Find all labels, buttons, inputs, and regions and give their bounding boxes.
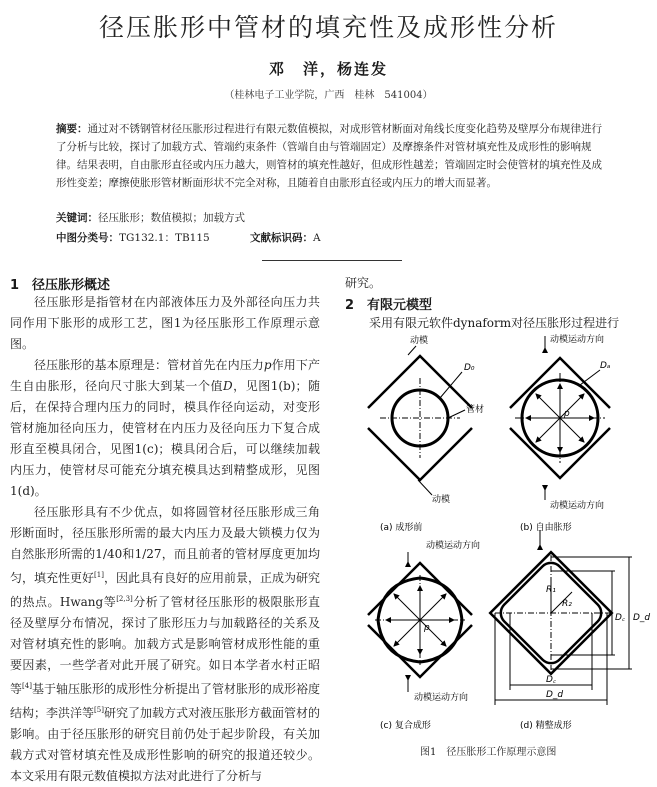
section1-body (10, 292, 320, 787)
abstract-label: 摘要： (56, 123, 88, 135)
figure-1-diagram (350, 330, 657, 767)
citation[interactable]: [5] (94, 706, 104, 714)
classification-label: 中图分类号： (56, 232, 119, 244)
citation[interactable]: [1] (94, 571, 104, 579)
keywords-label: 关键词： (56, 212, 98, 224)
tube-label: 管材 (466, 405, 485, 415)
R2-label: R₂ (562, 599, 572, 609)
paragraph: 径压胀形具有不少优点，如将圆管材径压胀形成三角形断面时，径压胀形所需的最大内压力及最大锁模力仅为自然胀形所需的1/40和1/27，而且前者的管材厚度更加均匀，填充性更好[1]，因此具有良好的应用前景，正成为研究的热点。Hwang等[2,3]分析了管材径压胀形的极限胀形直径及壁厚分布情况，探讨了胀形压力与加载路径的关系及对管材填充性的影响。加载方式是影响管材成形性能的重要因素，一些学者对此开展了研究。如日本学者水村正昭等[4]基于轴压胀形的成形性分析提出了管材胀形的成形裕度结构；李洪洋等[5]研究了加载方式对液压胀形方截面管材的影响。由于径压胀形的研究目前仍处于起步阶段，有关加载方式对管材填充性及成形性影响的研究的报道还较少。本文采用有限元数值模拟方法对此进行了分析与 (10, 505, 320, 783)
die-label-a-top: 动模 (410, 336, 429, 346)
paragraph: 径压胀形的基本原理是：管材首先在内压力p作用下产生自由胀形，径向尺寸胀大到某一个值D，见图1(b)；随后，在保持合理内压力的同时，模具作径向运动，对变形管材施加径向压力，使管材在内压力及径向压力下复合成形直至模具闭合，见图1(c)；模具闭合后，可以继续加载内压力，使管材尽可能充分填充模具达到精整成形，见图1(d)。 (10, 358, 320, 498)
R1-label: R₁ (546, 585, 556, 595)
document-id (250, 230, 321, 245)
keywords-text: 径压胀形；数值模拟；加载方式 (98, 212, 245, 224)
caption-b: (b) 自由胀形 (520, 523, 572, 533)
p-label-b: p (564, 409, 570, 419)
citation[interactable]: [2,3] (116, 595, 133, 603)
docid-label: 文献标识码： (250, 232, 313, 244)
docid-text: A (313, 232, 321, 244)
classification-text: TG132.1：TB115 (119, 232, 210, 244)
motion-label-c-top: 动模运动方向 (426, 541, 481, 551)
panel-b (510, 336, 610, 500)
authors: 邓 洋，杨连发 (268, 60, 388, 78)
Da-label: Dₐ (600, 361, 611, 371)
section2-body: 采用有限元软件dynaform对径压胀形过程进行 (369, 316, 620, 330)
divider (262, 260, 402, 261)
motion-label-b-bottom: 动模运动方向 (550, 501, 605, 511)
figure-caption: 图1 径压胀形工作原理示意图 (420, 747, 557, 758)
motion-label-b-top: 动模运动方向 (550, 335, 605, 345)
motion-label-c-bottom: 动模运动方向 (414, 693, 469, 703)
caption-d: (d) 精整成形 (520, 721, 572, 731)
D0-label: D₀ (464, 363, 475, 373)
affiliation: （桂林电子工业学院，广西 桂林 541004） (224, 90, 433, 101)
abstract (56, 120, 606, 192)
p-label-c: p (424, 623, 430, 633)
paper-title: 径压胀形中管材的填充性及成形性分析 (98, 13, 558, 42)
citation[interactable]: [4] (22, 682, 32, 690)
panel-d (490, 530, 632, 705)
classification (56, 230, 210, 245)
section2-heading: 2 有限元模型 (345, 298, 433, 313)
panel-c (368, 552, 472, 692)
continued-text: 研究。 (345, 276, 382, 290)
abstract-text: 通过对不锈钢管材径压胀形过程进行有限元数值模拟，对成形管材断面对角线长度变化趋势及壁厚分布规律进行了分析与比较，探讨了加载方式、管端约束条件（管端自由与管端固定）及摩擦条件对管材填充性及成形性的影响规律。结果表明，自由胀形直径或内压力越大，则管材的填充性越好，但成形性越差；管端固定时会使管材的填充性及成形性变差；摩擦使胀形管材断面形状不完全对称，且随着自由胀形直径或内压力的增大而显著。 (56, 123, 602, 189)
section1-heading: 1 径压胀形概述 (10, 278, 111, 293)
panel-a (368, 346, 472, 495)
die-label-a-bottom: 动模 (432, 495, 451, 505)
paragraph: 径压胀形是指管材在内部液体压力及外部径向压力共同作用下胀形的成形工艺，图1为径压胀形工作原理示意图。 (10, 295, 320, 351)
Dd-label: D_d (546, 690, 564, 700)
Dd-vertical-label: D_d (633, 613, 651, 623)
Dc-vertical-label: D꜀ (615, 613, 626, 623)
caption-a: (a) 成形前 (380, 523, 423, 533)
Dc-label: D꜀ (546, 675, 557, 685)
caption-c: (c) 复合成形 (380, 721, 431, 731)
keywords (56, 210, 245, 225)
